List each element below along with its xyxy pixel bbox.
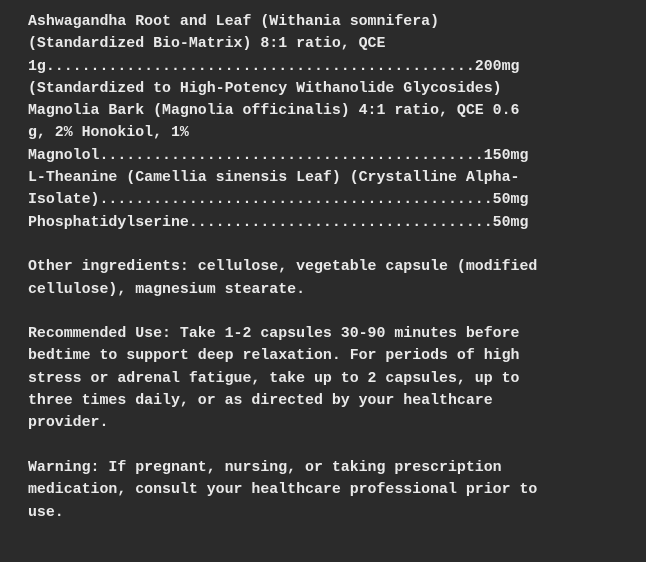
ingredient-phosphatidylserine [28, 212, 628, 234]
warning-paragraph [28, 457, 628, 524]
ingredient-line: (Standardized to High-Potency Withanolide Glycosides) [28, 80, 502, 97]
ingredient-ashwagandha [28, 11, 628, 100]
ingredient-line: Isolate)............................................50mg [28, 192, 529, 209]
paragraph-spacer [28, 301, 628, 323]
paragraph-line: stress or adrenal fatigue, take up to 2 capsules, up to [28, 370, 520, 387]
ingredient-line: Ashwagandha Root and Leaf (Withania somnifera) [28, 14, 440, 30]
paragraph-line: Warning: If pregnant, nursing, or taking prescription [28, 459, 502, 476]
ingredient-line: Magnolia Bark (Magnolia officinalis) 4:1 ratio, QCE 0.6 [28, 103, 520, 120]
ingredient-list [28, 11, 628, 234]
ingredient-line: L-Theanine (Camellia sinensis Leaf) (Crystalline Alpha- [28, 170, 520, 187]
paragraph-line: medication, consult your healthcare professional prior to [28, 482, 538, 499]
ingredient-line: g, 2% Honokiol, 1% [28, 125, 189, 142]
other-ingredients-paragraph [28, 256, 628, 301]
paragraph-line: Recommended Use: Take 1-2 capsules 30-90 minutes before [28, 326, 520, 343]
paragraph-line: use. [28, 504, 64, 521]
paragraph-line: Other ingredients: cellulose, vegetable capsule (modified [28, 259, 538, 276]
ingredient-magnolia-bark [28, 100, 628, 167]
ingredient-l-theanine [28, 167, 628, 212]
paragraph-line: cellulose), magnesium stearate. [28, 281, 306, 298]
ingredient-line: 1g................................................200mg [28, 58, 520, 75]
paragraph-line: provider. [28, 415, 109, 432]
paragraph-line: bedtime to support deep relaxation. For periods of high [28, 348, 520, 365]
supplement-label-text [28, 11, 628, 524]
recommended-use-paragraph [28, 323, 628, 434]
ingredient-line: Phosphatidylserine..................................50mg [28, 214, 529, 231]
paragraph-spacer [28, 234, 628, 256]
ingredient-line: (Standardized Bio-Matrix) 8:1 ratio, QCE [28, 36, 386, 53]
paragraph-spacer [28, 435, 628, 457]
paragraph-line: three times daily, or as directed by your healthcare [28, 393, 493, 410]
ingredient-line: Magnolol...........................................150mg [28, 147, 529, 164]
